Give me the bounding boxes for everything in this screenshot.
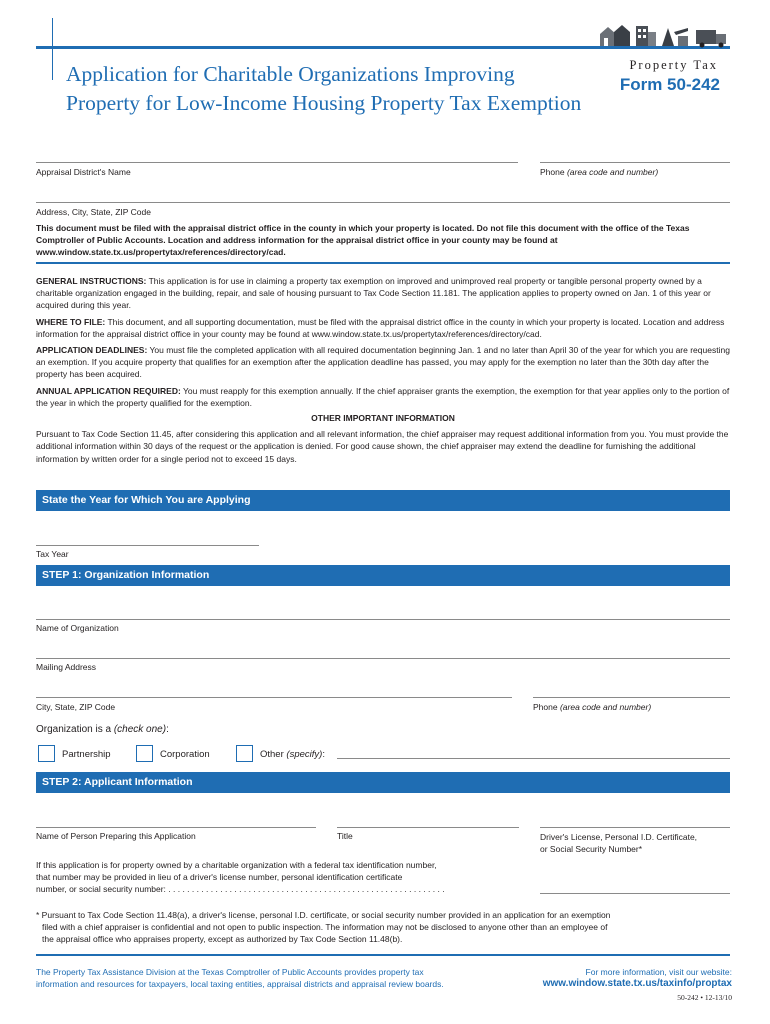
tax-year-label: Tax Year bbox=[36, 549, 69, 559]
footer-website-intro: For more information, visit our website: bbox=[585, 967, 732, 977]
federal-id-field[interactable] bbox=[540, 893, 730, 894]
org-name-label: Name of Organization bbox=[36, 623, 119, 633]
org-type-prompt-text: Organization is a bbox=[36, 724, 114, 735]
property-icons bbox=[596, 18, 730, 48]
footer-description-line2: information and resources for taxpayers, local taxing entities, appraisal districts and appraisal review boards. bbox=[36, 979, 444, 989]
form-title bbox=[66, 60, 626, 118]
footnote-line2: filed with a chief appraiser is confidential and not open to public inspection. The information may not be disclosed to anyone other than an employee of bbox=[42, 922, 608, 933]
id-number-label-line1: Driver's License, Personal I.D. Certificate, bbox=[540, 832, 698, 842]
instruction-where bbox=[36, 316, 730, 340]
preparer-title-field[interactable] bbox=[337, 827, 519, 828]
mailing-address-label: Mailing Address bbox=[36, 662, 97, 672]
instruction-text: You must file the completed application with all required documentation beginning Jan. 1 and no later than April 30 of the year for which you are requesting an exemption. If you acquire property that qualifies for an exemption after the application deadline has passed, you may apply for the exemption no later than the 30th day after the property has been acquired. bbox=[36, 345, 730, 380]
federal-id-line3: number, or social security number: . . . . . . . . . . . . . . . . . . . . . . . . . . . . . . . . . . . . . . . . . . . . . . . . . . . . . . . . . . . bbox=[36, 884, 445, 895]
id-number-label-line2: or Social Security Number* bbox=[540, 844, 643, 854]
district-phone-field[interactable] bbox=[540, 162, 730, 163]
instruction-text: This document, and all supporting documentation, must be filed with the appraisal district office in the county in which your property is located. Location and address information for the appraisal district office in your county may be found at www.window.state.tx.us/propertytax/references/directory/cad. bbox=[36, 316, 725, 339]
org-phone-label bbox=[533, 702, 651, 712]
step1-header: STEP 1: Organization Information bbox=[36, 565, 730, 586]
instruction-deadlines bbox=[36, 344, 730, 381]
form-category: Property Tax bbox=[629, 58, 718, 72]
instructions bbox=[36, 275, 730, 465]
org-phone-field[interactable] bbox=[533, 697, 730, 698]
preparer-name-label: Name of Person Preparing this Application bbox=[36, 831, 196, 841]
other-colon: : bbox=[322, 749, 325, 760]
form-title-line2: Property for Low-Income Housing Property Tax Exemption bbox=[66, 91, 582, 115]
preparer-title-label: Title bbox=[337, 831, 353, 841]
district-phone-label bbox=[540, 167, 658, 177]
federal-id-line2: that number may be provided in lieu of a driver's license number, personal identification certificate bbox=[36, 872, 403, 883]
header-rule-vertical bbox=[52, 18, 53, 80]
corporation-label: Corporation bbox=[160, 749, 210, 760]
federal-id-text bbox=[36, 859, 536, 896]
year-section-header: State the Year for Which You are Applying bbox=[36, 490, 730, 511]
footer-description bbox=[36, 966, 506, 990]
district-address-field[interactable] bbox=[36, 202, 730, 203]
instruction-heading: APPLICATION DEADLINES: bbox=[36, 345, 148, 356]
preparer-name-field[interactable] bbox=[36, 827, 316, 828]
instruction-heading: WHERE TO FILE: bbox=[36, 316, 106, 327]
org-type-colon: : bbox=[166, 724, 169, 735]
corporation-checkbox[interactable] bbox=[136, 745, 153, 762]
tax-year-field[interactable] bbox=[36, 545, 259, 546]
org-name-field[interactable] bbox=[36, 619, 730, 620]
footer-description-line1: The Property Tax Assistance Division at the Texas Comptroller of Public Accounts provides property tax bbox=[36, 967, 424, 977]
other-info-heading: OTHER IMPORTANT INFORMATION bbox=[311, 413, 455, 424]
partnership-checkbox[interactable] bbox=[38, 745, 55, 762]
instruction-annual bbox=[36, 385, 730, 409]
form-title-line1: Application for Charitable Organizations Improving bbox=[66, 62, 515, 86]
district-address-label: Address, City, State, ZIP Code bbox=[36, 207, 151, 217]
instruction-general bbox=[36, 275, 730, 312]
footnote-line3: the appraisal office who appraises property, except as authorized by Tax Code Section 11.48(b). bbox=[42, 934, 403, 945]
partnership-label: Partnership bbox=[62, 749, 111, 760]
footnote bbox=[36, 909, 730, 946]
step2-header: STEP 2: Applicant Information bbox=[36, 772, 730, 793]
org-city-label: City, State, ZIP Code bbox=[36, 702, 116, 712]
notice-divider bbox=[36, 262, 730, 264]
org-type-hint: (check one) bbox=[113, 724, 167, 735]
instruction-heading: GENERAL INSTRUCTIONS: bbox=[36, 276, 147, 286]
other-label-text: Other bbox=[260, 749, 287, 760]
other-label bbox=[260, 749, 325, 760]
footer-website-link[interactable]: www.window.state.tx.us/taxinfo/proptax bbox=[542, 978, 732, 989]
footer-website-block bbox=[500, 966, 732, 990]
footnote-line1: * Pursuant to Tax Code Section 11.48(a), a driver's license, personal I.D. certificate, or social security number provided in an application for an exemption bbox=[36, 910, 611, 920]
other-hint: (specify) bbox=[286, 749, 323, 760]
org-phone-hint: (area code and number) bbox=[559, 702, 652, 712]
other-specify-field[interactable] bbox=[337, 758, 730, 759]
district-phone-hint: (area code and number) bbox=[566, 167, 659, 177]
org-city-field[interactable] bbox=[36, 697, 512, 698]
instruction-heading: ANNUAL APPLICATION REQUIRED: bbox=[36, 385, 181, 396]
instruction-text: You must reapply for this exemption annually. If the chief appraiser grants the exemption, the exemption for that year applies only to the portion of the year in which the property qualified for the exemption. bbox=[36, 385, 730, 408]
filing-notice: This document must be filed with the appraisal district office in the county in which your property is located. Do not file this document with the office of the Texas Comptroller of Public Accounts. Location and address information for the appraisal district office in your county may be found at www.window.state.tx.us/propertytax/references/directory/cad. bbox=[36, 223, 690, 258]
instruction-text: This application is for use in claiming a property tax exemption on improved and unimproved real property or tangible personal property owned by a charitable organization engaged in the building, repair, and sale of housing pursuant to Tax Code Section 11.181. The application applies to property owned on Jan. 1 of this year or acquired during this year. bbox=[36, 276, 711, 311]
footer-divider bbox=[36, 954, 730, 956]
district-name-label: Appraisal District's Name bbox=[36, 167, 131, 177]
other-checkbox[interactable] bbox=[236, 745, 253, 762]
mailing-address-field[interactable] bbox=[36, 658, 730, 659]
federal-id-line1: If this application is for property owned by a charitable organization with a federal tax identification number, bbox=[36, 860, 437, 870]
other-info-text: Pursuant to Tax Code Section 11.45, after considering this application and all relevant information, the chief appraiser may request additional information from you. You must provide the additional information within 30 days of the request or the application is denied. For good cause shown, the chief appraiser may extend the deadline for furnishing the additional information by written order for a single period not to exceed 15 days. bbox=[36, 429, 729, 464]
id-number-label bbox=[540, 831, 697, 855]
district-name-field[interactable] bbox=[36, 162, 518, 163]
id-number-field[interactable] bbox=[540, 827, 730, 828]
district-phone-label-text: Phone bbox=[540, 167, 565, 177]
org-type-prompt bbox=[36, 724, 169, 735]
form-number: Form 50-242 bbox=[619, 75, 720, 94]
form-revision: 50-242 • 12-13/10 bbox=[677, 993, 732, 1002]
org-phone-label-text: Phone bbox=[533, 702, 558, 712]
